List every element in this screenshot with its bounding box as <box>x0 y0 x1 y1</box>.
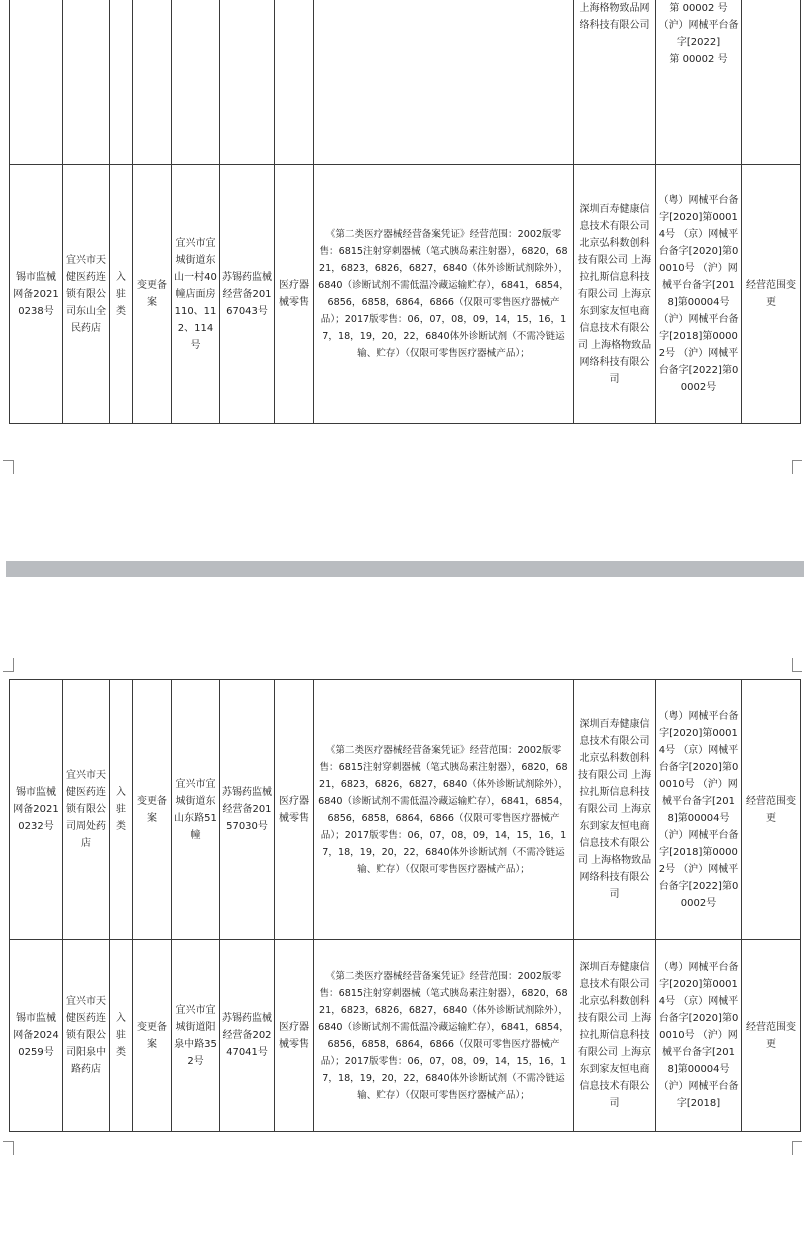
remark-cell: 经营范围变更 <box>742 165 801 424</box>
license-cell: 苏锡药监械经营备20167043号 <box>220 165 275 424</box>
crop-mark <box>792 671 802 672</box>
type-cell: 入驻类 <box>110 680 133 940</box>
crop-mark <box>792 460 802 461</box>
type-cell: 入驻类 <box>110 165 133 424</box>
table-row <box>10 940 801 1132</box>
filing-cell: （粤）网械平台备字[2020]第00014号 （京）网械平台备字[2020]第00010号 （沪）网械平台备字[2018]第00004号 （沪）网械平台备字[2018] <box>656 940 742 1132</box>
crop-mark <box>13 460 14 474</box>
supplier-cell: 上海格物致品网络科技有限公司 <box>574 0 656 165</box>
mode-cell: 医疗器械零售 <box>275 940 314 1132</box>
supplier-cell: 深圳百寿健康信息技术有限公司 北京弘科数创科技有限公司 上海拉扎斯信息科技有限公司 上海京东到家友恒电商信息技术有限公司 <box>574 940 656 1132</box>
supplier-cell: 深圳百寿健康信息技术有限公司 北京弘科数创科技有限公司 上海拉扎斯信息科技有限公司 上海京东到家友恒电商信息技术有限公司 上海格物致品网络科技有限公司 <box>574 165 656 424</box>
registry-table-page-2 <box>9 679 801 1132</box>
address-cell: 宜兴市宜城街道东山一村40幢店面房110、112、114号 <box>172 165 220 424</box>
crop-mark <box>3 1141 13 1142</box>
company-cell: 宜兴市天健医药连锁有限公司阳泉中路药店 <box>63 940 110 1132</box>
company-cell: 宜兴市天健医药连锁有限公司东山全民药店 <box>63 165 110 424</box>
remark-cell: 经营范围变更 <box>742 680 801 940</box>
page-divider <box>6 561 804 577</box>
crop-mark <box>13 1141 14 1155</box>
scope-cell: 《第二类医疗器械经营备案凭证》经营范围：2002版零售：6815注射穿刺器械（笔式胰岛素注射器），6820，6821，6823，6826，6827，6840（体外诊断试剂除外），6840（诊断试剂不需低温冷藏运输贮存），6841，6854，6856，6858，6864，6866（仅限可零售医疗器械产品）；2017版零售：06，07，08，09，14，15，16，17，18，19，20，22，6840体外诊断试剂（不需冷链运输、贮存）（仅限可零售医疗器械产品）； <box>314 940 574 1132</box>
registry-table-page-1 <box>9 0 801 424</box>
mode-cell: 医疗器械零售 <box>275 680 314 940</box>
scope-cell: 《第二类医疗器械经营备案凭证》经营范围：2002版零售：6815注射穿刺器械（笔式胰岛素注射器），6820，6821，6823，6826，6827，6840（体外诊断试剂除外），6840（诊断试剂不需低温冷藏运输贮存），6841，6854，6856，6858，6864，6866（仅限可零售医疗器械产品）；2017版零售：06，07，08，09，14，15，16，17，18，19，20，22，6840体外诊断试剂（不需冷链运输、贮存）（仅限可零售医疗器械产品）； <box>314 680 574 940</box>
action-cell: 变更备案 <box>133 680 172 940</box>
record-no-cell: 锡市监械网备20210232号 <box>10 680 63 940</box>
mode-cell: 医疗器械零售 <box>275 165 314 424</box>
table-row <box>10 680 801 940</box>
action-cell: 变更备案 <box>133 165 172 424</box>
supplier-cell: 深圳百寿健康信息技术有限公司 北京弘科数创科技有限公司 上海拉扎斯信息科技有限公司 上海京东到家友恒电商信息技术有限公司 上海格物致品网络科技有限公司 <box>574 680 656 940</box>
type-cell: 入驻类 <box>110 940 133 1132</box>
address-cell: 宜兴市宜城街道东山东路51幢 <box>172 680 220 940</box>
record-no-cell: 锡市监械网备20240259号 <box>10 940 63 1132</box>
table-row <box>10 165 801 424</box>
crop-mark <box>792 460 793 474</box>
crop-mark <box>3 671 13 672</box>
crop-mark <box>3 460 13 461</box>
table-row <box>10 0 801 165</box>
crop-mark <box>792 1141 802 1142</box>
filing-cell: （粤）网械平台备字[2020]第00014号 （京）网械平台备字[2020]第00010号 （沪）网械平台备字[2018]第00004号 （沪）网械平台备字[2018]第00002号 （沪）网械平台备字[2022]第00002号 <box>656 680 742 940</box>
company-cell: 宜兴市天健医药连锁有限公司周处药店 <box>63 680 110 940</box>
crop-mark <box>792 1141 793 1155</box>
crop-mark <box>13 658 14 672</box>
crop-mark <box>792 658 793 672</box>
scope-cell: 《第二类医疗器械经营备案凭证》经营范围：2002版零售：6815注射穿刺器械（笔式胰岛素注射器），6820，6821，6823，6826，6827，6840（体外诊断试剂除外），6840（诊断试剂不需低温冷藏运输贮存），6841，6854，6856，6858，6864，6866（仅限可零售医疗器械产品）；2017版零售：06，07，08，09，14，15，16，17，18，19，20，22，6840体外诊断试剂（不需冷链运输、贮存）（仅限可零售医疗器械产品）； <box>314 165 574 424</box>
address-cell: 宜兴市宜城街道阳泉中路352号 <box>172 940 220 1132</box>
remark-cell: 经营范围变更 <box>742 940 801 1132</box>
filing-cell: 第 00002 号 （沪）网械平台备字[2022] 第 00002 号 <box>656 0 742 165</box>
license-cell: 苏锡药监械经营备20157030号 <box>220 680 275 940</box>
license-cell: 苏锡药监械经营备20247041号 <box>220 940 275 1132</box>
record-no-cell: 锡市监械网备20210238号 <box>10 165 63 424</box>
action-cell: 变更备案 <box>133 940 172 1132</box>
filing-cell: （粤）网械平台备字[2020]第00014号 （京）网械平台备字[2020]第00010号 （沪）网械平台备字[2018]第00004号 （沪）网械平台备字[2018]第00002号 （沪）网械平台备字[2022]第00002号 <box>656 165 742 424</box>
